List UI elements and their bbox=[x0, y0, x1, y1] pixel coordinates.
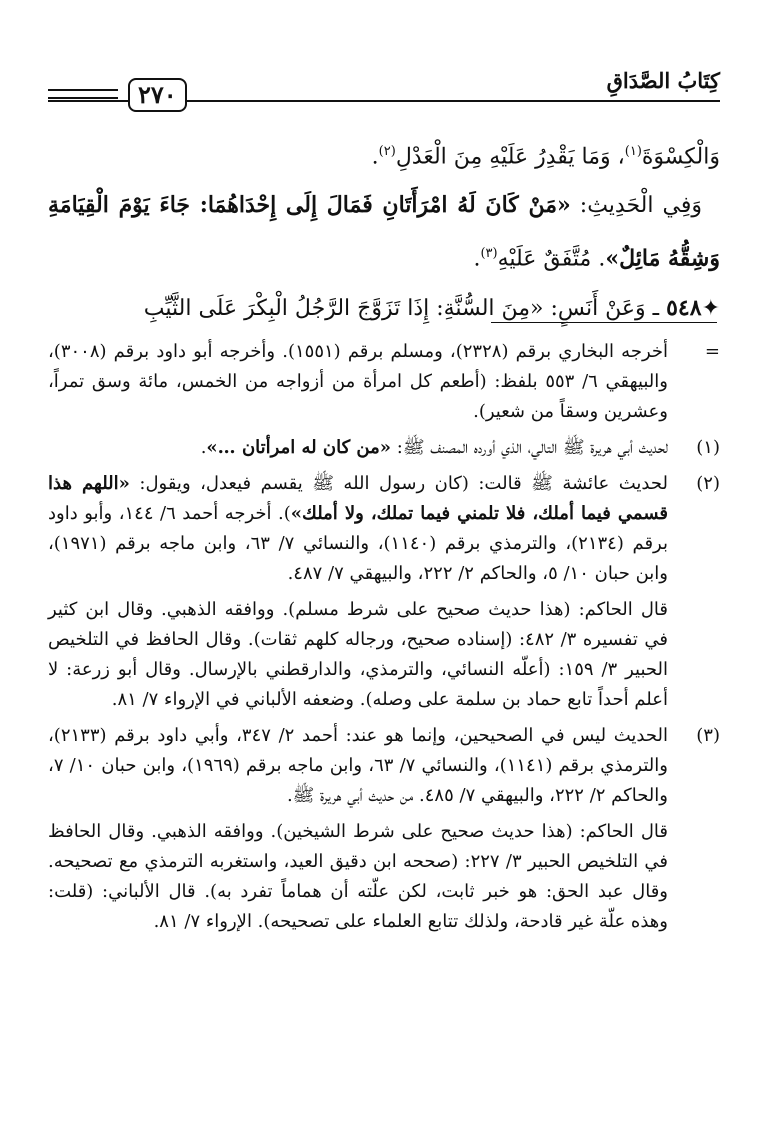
ornament-icon: ✦ bbox=[701, 295, 720, 321]
footnote-ref-2[interactable]: (٢) bbox=[378, 144, 396, 159]
footnote-2: (٢) لحديث عائشة ﷺ قالت: (كان رسول الله ﷺ يقسم فيعدل، ويقول: «اللهم هذا قسمي فيما أملك، فلا تلمني فيما تملك، ولا أملك»). أخرجه أحمد ٦/ ١٤٤، وأبو داود برقم (٢١٣٤)، والترمذي برقم (١١٤٠)، والنسائي ٧/ ٦٣، وابن ماجه برقم (١٩٧١)، وابن حبان ١٠/ ٥، والحاكم ٢/ ٢٢٢، والبيهقي ٧/ ٤٨٧. قال الحاكم: (هذا حديث صحيح على شرط مسلم). ووافقه الذهبي. وقال ابن كثير في تفسيره ٣/ ٤٨٢: (إسناده صحيح، ورجاله كلهم ثقات). وقال الحافظ في التلخيص الحبير ٣/ ١٥٩: (أعلّه النسائي، والترمذي، والدارقطني بالإرسال. وقال أبو زرعة: لا أعلم أحداً تابع حماد بن سلمة على وصله). وضعفه الألباني في الإرواء ٧/ ٨١. bbox=[48, 473, 720, 710]
footnote-divider bbox=[491, 322, 717, 323]
page-number: ٢٧٠ bbox=[128, 78, 187, 112]
chapter-title: كِتَابُ الصَّدَاقِ bbox=[606, 68, 720, 93]
main-paragraph-3: ✦٥٤٨ ـ وَعَنْ أَنَسٍ: «مِنَ السُّنَّةِ: إِذَا تَزَوَّجَ الرَّجُلُ الْبِكْرَ عَلَى الثَّيِّبِ bbox=[143, 294, 720, 321]
hadith-number: ٥٤٨ bbox=[666, 294, 702, 321]
footnote-3: (٣) الحديث ليس في الصحيحين، وإنما هو عند: أحمد ٢/ ٣٤٧، وأبي داود برقم (٢١٣٣)، والترمذي برقم (١١٤١)، والنسائي ٧/ ٦٣، وابن ماجه برقم (١٩٦٩)، وابن حبان ١٠/ ٧، والحاكم ٢/ ٢٢٢، والبيهقي ٧/ ٤٨٥. من حديث أبي هريرة ﷺ. قال الحاكم: (هذا حديث صحيح على شرط الشيخين). ووافقه الذهبي. وقال الحافظ في التلخيص الحبير ٣/ ٢٢٧: (صححه ابن دقيق العيد، واستغربه الترمذي مع تصحيحه. وقال عبد الحق: هو خبر ثابت، لكن علّته أن هماماً تفرد به). قال الألباني: (قلت: وهذه علّة غير قادحة، ولذلك تتابع العلماء على تصحيحه). الإرواء ٧/ ٨١. bbox=[48, 725, 720, 932]
footnote-continuation: = أخرجه البخاري برقم (٢٣٢٨)، ومسلم برقم (١٥٥١). وأخرجه أبو داود برقم (٣٠٠٨)، والبيهقي ٦/ ٥٥٣ بلفظ: (أطعم كل امرأة من أزواجه من الخمس، مائة وسق تمراً، وعشرين وسقاً من شعير). bbox=[48, 341, 720, 422]
main-paragraph-2: وَفِي الْحَدِيثِ: «مَنْ كَانَ لَهُ امْرَأَتَانِ فَمَالَ إِلَى إِحْدَاهُمَا: جَاءَ يَوْمَ الْقِيَامَةِ وَشِقُّهُ مَائِلٌ». مُتَّفَقٌ عَلَيْهِ$^{(٣)}$. bbox=[48, 192, 720, 272]
header-double-rule bbox=[48, 89, 118, 99]
main-line-1: وَالْكِسْوَةَ$^{(١)}$، وَمَا يَقْدِرُ عَلَيْهِ مِنَ الْعَدْلِ$^{(٢)}$. bbox=[371, 144, 720, 170]
running-header bbox=[48, 58, 720, 114]
footnote-ref-1[interactable]: (١) bbox=[624, 144, 642, 159]
footnotes bbox=[48, 337, 720, 937]
hadith-quote: «مَنْ كَانَ لَهُ امْرَأَتَانِ فَمَالَ إِلَى إِحْدَاهُمَا: جَاءَ يَوْمَ الْقِيَامَةِ وَشِقُّهُ مَائِلٌ» bbox=[48, 192, 720, 272]
footnote-ref-3[interactable]: (٣) bbox=[480, 246, 498, 262]
footnote-1: (١) لحديث أبي هريرة ﷺ التالي، الذي أورده المصنف ﷺ: «من كان له امرأتان …». bbox=[200, 437, 720, 458]
main-text bbox=[48, 128, 720, 333]
